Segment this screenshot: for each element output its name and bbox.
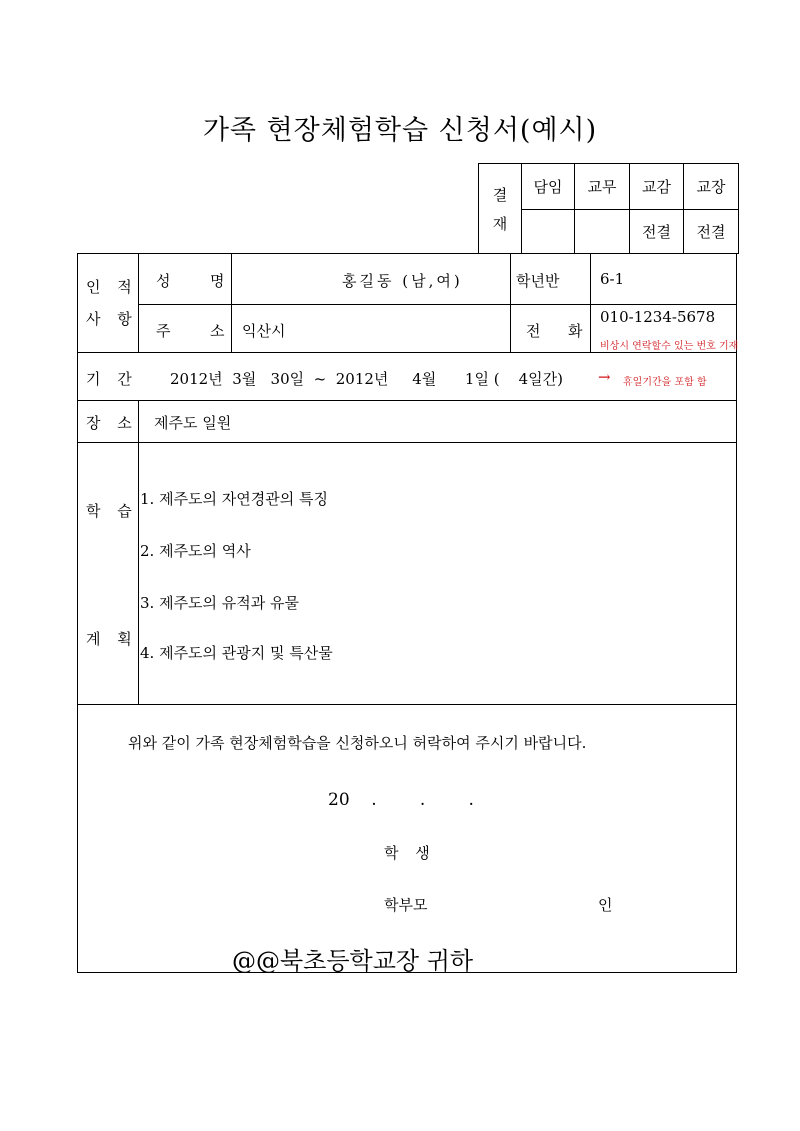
plan-item: 3. 제주도의 유적과 유물 [140, 594, 300, 612]
plan-item: 2. 제주도의 역사 [140, 542, 251, 560]
approval-header-principal: 교장 [684, 164, 739, 210]
grade-value: 6-1 [600, 270, 625, 288]
seal-label: 인 [598, 896, 613, 914]
name-value: 홍길동 (남,여) [342, 272, 463, 290]
approval-side-label-2: 재 [492, 214, 508, 233]
approval-side-label [479, 164, 522, 254]
divider [78, 352, 736, 353]
divider [138, 304, 736, 305]
period-value: 2012년 3월 30일 ~ 2012년 4월 1일 ( 4일간) [170, 370, 564, 388]
divider [78, 442, 736, 443]
plan-label-bottom: 계 획 [86, 630, 138, 648]
phone-label: 전 화 [526, 322, 589, 340]
approval-cell-homeroom [522, 210, 575, 254]
grade-label: 학년반 [516, 272, 560, 290]
application-date: 20 . . . [328, 790, 474, 810]
place-label: 장 소 [86, 414, 138, 432]
phone-note: 비상시 연락할수 있는 번호 기재 [600, 341, 739, 352]
period-note: 휴일기간을 포함 함 [623, 377, 707, 388]
approval-cell-academic [575, 210, 630, 254]
application-form [77, 253, 737, 973]
personal-section-label-1: 인 적 [86, 278, 138, 296]
address-label: 주 소 [156, 322, 235, 340]
approval-cell-vice-principal: 전결 [630, 210, 684, 254]
name-label: 성 명 [156, 272, 235, 290]
approval-header-vice-principal: 교감 [630, 164, 684, 210]
divider [590, 254, 591, 352]
page-title: 가족 현장체험학습 신청서(예시) [202, 115, 598, 146]
place-value: 제주도 일원 [154, 414, 232, 432]
request-statement: 위와 같이 가족 현장체험학습을 신청하오니 허락하여 주시기 바랍니다. [128, 734, 587, 752]
approval-cell-principal: 전결 [684, 210, 739, 254]
student-label: 학 생 [384, 844, 436, 862]
plan-label-top: 학 습 [86, 502, 138, 520]
divider [510, 254, 511, 352]
approval-box [478, 163, 739, 254]
divider [138, 400, 139, 704]
period-label: 기 간 [86, 370, 138, 388]
approval-side-label-1: 결 [492, 185, 508, 204]
approval-header-academic: 교무 [575, 164, 630, 210]
divider [138, 254, 139, 352]
arrow-right-icon: → [598, 368, 611, 386]
plan-item: 1. 제주도의 자연경관의 특징 [140, 490, 329, 508]
parent-label: 학부모 [384, 896, 428, 914]
divider [78, 400, 736, 401]
approval-header-homeroom: 담임 [522, 164, 575, 210]
address-value: 익산시 [242, 322, 286, 340]
phone-value: 010-1234-5678 [600, 308, 716, 326]
personal-section-label-2: 사 항 [86, 310, 138, 328]
addressee: @@북초등학교장 귀하 [232, 947, 474, 975]
plan-item: 4. 제주도의 관광지 및 특산물 [140, 644, 333, 662]
divider [78, 704, 736, 705]
